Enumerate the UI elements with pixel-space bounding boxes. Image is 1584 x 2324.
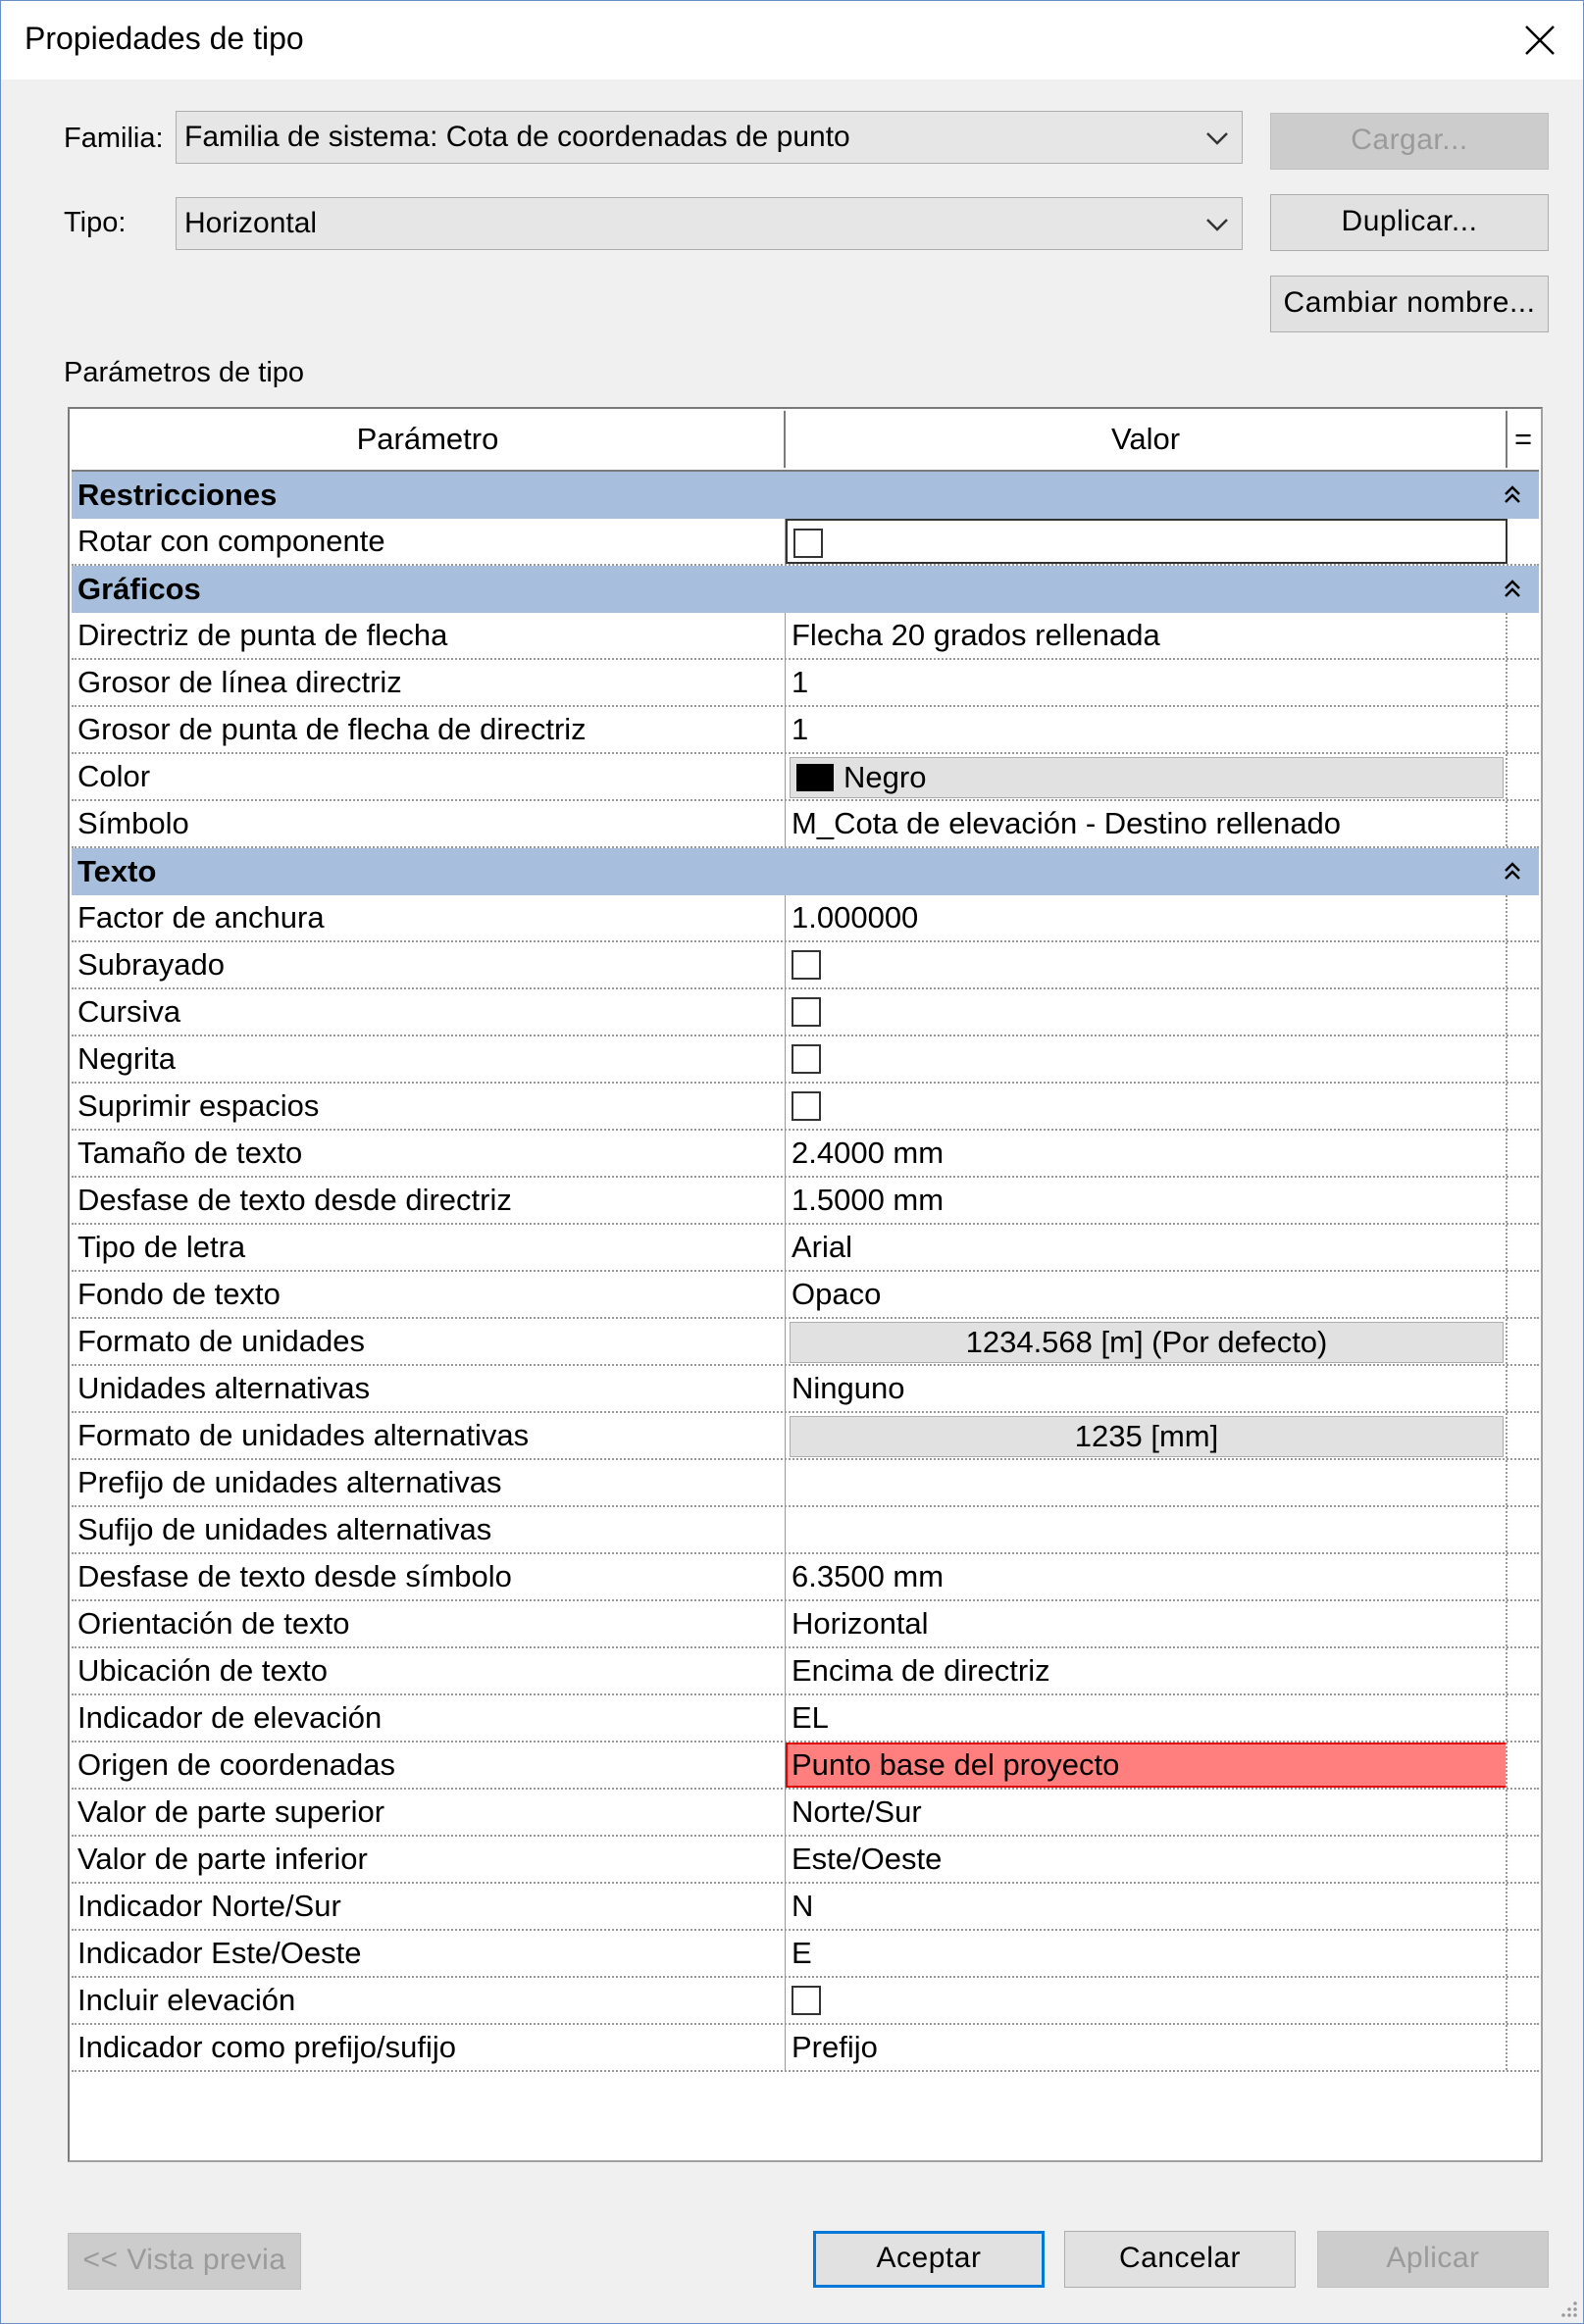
row-tail xyxy=(1507,2025,1539,2070)
parameter-name: Formato de unidades alternativas xyxy=(72,1413,786,1458)
parameter-row[interactable] xyxy=(72,1319,1539,1366)
checkbox[interactable] xyxy=(792,1044,821,1074)
close-button[interactable] xyxy=(1510,11,1569,70)
format-button[interactable]: 1235 [mm] xyxy=(790,1416,1504,1457)
parameter-value: Ninguno xyxy=(792,1371,905,1405)
parameter-value: Encima de directriz xyxy=(792,1653,1050,1688)
parameter-row[interactable] xyxy=(72,613,1539,660)
column-header-parameter[interactable]: Parámetro xyxy=(72,411,786,468)
checkbox[interactable] xyxy=(792,997,821,1027)
row-tail xyxy=(1507,1554,1539,1599)
group-header-restricciones[interactable] xyxy=(72,472,1539,519)
format-button[interactable]: 1234.568 [m] (Por defecto) xyxy=(790,1322,1504,1363)
parameter-value-cell[interactable] xyxy=(786,1790,1507,1835)
parameter-name: Formato de unidades xyxy=(72,1319,786,1364)
group-header-graficos[interactable] xyxy=(72,566,1539,613)
parameter-row[interactable] xyxy=(72,2025,1539,2072)
ok-button[interactable]: Aceptar xyxy=(813,2231,1045,2288)
checkbox[interactable] xyxy=(792,1986,821,2015)
apply-button[interactable]: Aplicar xyxy=(1317,2231,1549,2288)
parameter-row[interactable] xyxy=(72,1366,1539,1413)
close-icon xyxy=(1523,24,1557,57)
parameter-value-cell[interactable] xyxy=(786,2025,1507,2070)
color-button[interactable] xyxy=(790,757,1504,798)
parameter-value-cell[interactable] xyxy=(786,660,1507,705)
row-tail xyxy=(1507,519,1539,564)
parameter-value: Norte/Sur xyxy=(792,1794,922,1829)
row-tail xyxy=(1507,1884,1539,1929)
parameter-row[interactable] xyxy=(72,1790,1539,1837)
parameter-name: Sufijo de unidades alternativas xyxy=(72,1507,786,1552)
parameter-value: E xyxy=(792,1936,812,1970)
parameter-value-cell[interactable] xyxy=(786,942,1507,987)
row-tail xyxy=(1507,1413,1539,1458)
cancel-button[interactable]: Cancelar xyxy=(1064,2231,1296,2288)
parameter-name: Valor de parte superior xyxy=(72,1790,786,1835)
parameter-value-cell[interactable] xyxy=(786,1036,1507,1082)
row-tail xyxy=(1507,1366,1539,1411)
parameter-value-cell[interactable] xyxy=(786,1884,1507,1929)
parameter-value-cell[interactable] xyxy=(786,1131,1507,1176)
parameter-name: Grosor de punta de flecha de directriz xyxy=(72,707,786,752)
parameter-name: Indicador Este/Oeste xyxy=(72,1931,786,1976)
duplicate-button[interactable]: Duplicar... xyxy=(1270,194,1549,251)
dialog-title: Propiedades de tipo xyxy=(25,21,304,56)
parameter-name: Cursiva xyxy=(72,989,786,1035)
parameter-name: Orientación de texto xyxy=(72,1601,786,1646)
parameter-name: Fondo de texto xyxy=(72,1272,786,1317)
row-tail xyxy=(1507,1084,1539,1129)
parameter-row[interactable] xyxy=(72,1743,1539,1790)
row-tail xyxy=(1507,1648,1539,1693)
row-tail xyxy=(1507,1319,1539,1364)
row-tail xyxy=(1507,1460,1539,1505)
parameter-name: Origen de coordenadas xyxy=(72,1743,786,1788)
parameter-value-cell[interactable] xyxy=(786,989,1507,1035)
parameter-value-cell[interactable] xyxy=(786,1648,1507,1693)
row-tail xyxy=(1507,1131,1539,1176)
parameter-row[interactable] xyxy=(72,801,1539,848)
parameter-row[interactable] xyxy=(72,519,1539,566)
parameter-name: Indicador Norte/Sur xyxy=(72,1884,786,1929)
row-tail xyxy=(1507,1837,1539,1882)
parameter-value: 1.000000 xyxy=(792,900,919,935)
parameter-value-cell[interactable] xyxy=(786,1366,1507,1411)
group-header-label: Restricciones xyxy=(77,478,278,512)
row-tail xyxy=(1507,942,1539,987)
checkbox[interactable] xyxy=(792,1091,821,1121)
parameter-name: Indicador de elevación xyxy=(72,1695,786,1741)
parameter-row[interactable] xyxy=(72,1507,1539,1554)
row-tail xyxy=(1507,707,1539,752)
parameter-row[interactable] xyxy=(72,895,1539,942)
row-tail xyxy=(1507,1036,1539,1082)
parameter-row[interactable] xyxy=(72,1178,1539,1225)
parameter-name: Prefijo de unidades alternativas xyxy=(72,1460,786,1505)
parameter-row[interactable] xyxy=(72,1272,1539,1319)
parameter-row[interactable] xyxy=(72,1084,1539,1131)
parameter-row[interactable] xyxy=(72,1413,1539,1460)
parameter-value-cell[interactable] xyxy=(786,1931,1507,1976)
parameter-value-cell[interactable] xyxy=(786,1554,1507,1599)
type-dropdown[interactable] xyxy=(176,197,1243,250)
row-tail xyxy=(1507,1743,1539,1788)
resize-grip-icon[interactable] xyxy=(1556,2296,1579,2319)
preview-button[interactable]: << Vista previa xyxy=(68,2233,301,2290)
parameter-value-cell[interactable] xyxy=(786,1413,1507,1458)
group-header-texto[interactable] xyxy=(72,848,1539,895)
row-tail xyxy=(1507,1178,1539,1223)
parameter-row[interactable] xyxy=(72,707,1539,754)
parameter-row[interactable] xyxy=(72,1601,1539,1648)
parameter-value-cell[interactable] xyxy=(786,1837,1507,1882)
parameter-row[interactable] xyxy=(72,1837,1539,1884)
color-name: Negro xyxy=(843,760,927,794)
parameter-name: Símbolo xyxy=(72,801,786,846)
checkbox[interactable] xyxy=(792,950,821,980)
family-value: Familia de sistema: Cota de coordenadas de punto xyxy=(184,121,850,153)
parameter-value: M_Cota de elevación - Destino rellenado xyxy=(792,806,1342,840)
parameter-row[interactable] xyxy=(72,1931,1539,1978)
family-dropdown[interactable] xyxy=(176,111,1243,164)
family-label: Familia: xyxy=(64,123,164,154)
parameter-value-cell[interactable] xyxy=(786,1695,1507,1741)
parameter-name: Valor de parte inferior xyxy=(72,1837,786,1882)
parameter-name: Incluir elevación xyxy=(72,1978,786,2023)
parameter-value: Arial xyxy=(792,1230,853,1264)
chevron-down-icon xyxy=(1202,124,1232,153)
parameter-name: Unidades alternativas xyxy=(72,1366,786,1411)
parameter-value-cell[interactable] xyxy=(786,1507,1507,1552)
parameter-name: Suprimir espacios xyxy=(72,1084,786,1129)
parameter-value: Punto base del proyecto xyxy=(792,1747,1120,1782)
type-value: Horizontal xyxy=(184,207,318,239)
parameter-value-cell[interactable] xyxy=(786,519,1507,564)
group-header-label: Texto xyxy=(77,854,157,888)
color-swatch-icon xyxy=(796,764,834,791)
parameter-name: Tipo de letra xyxy=(72,1225,786,1270)
parameter-row[interactable] xyxy=(72,989,1539,1036)
parameter-value-cell[interactable] xyxy=(786,1460,1507,1505)
parameter-value-cell[interactable] xyxy=(786,707,1507,752)
parameter-row[interactable] xyxy=(72,754,1539,801)
row-tail xyxy=(1507,1790,1539,1835)
parameter-name: Subrayado xyxy=(72,942,786,987)
type-label: Tipo: xyxy=(64,207,127,238)
parameter-row[interactable] xyxy=(72,1554,1539,1601)
column-header-extra[interactable]: = xyxy=(1513,422,1533,456)
parameter-value: EL xyxy=(792,1700,829,1735)
chevron-down-icon xyxy=(1202,210,1232,239)
row-tail xyxy=(1507,1695,1539,1741)
parameter-row[interactable] xyxy=(72,1225,1539,1272)
collapse-chevron-icon[interactable] xyxy=(1500,577,1525,602)
row-tail xyxy=(1507,613,1539,658)
parameter-name: Desfase de texto desde símbolo xyxy=(72,1554,786,1599)
parameter-value: 2.4000 mm xyxy=(792,1136,945,1170)
parameter-name: Desfase de texto desde directriz xyxy=(72,1178,786,1223)
grid-header xyxy=(72,411,1539,472)
parameter-value: N xyxy=(792,1889,814,1923)
row-tail xyxy=(1507,989,1539,1035)
parameter-value-cell[interactable] xyxy=(786,1225,1507,1270)
collapse-chevron-icon[interactable] xyxy=(1500,482,1525,508)
parameter-value-cell[interactable] xyxy=(786,801,1507,846)
row-tail xyxy=(1507,1507,1539,1552)
parameter-row[interactable] xyxy=(72,942,1539,989)
column-header-value[interactable]: Valor xyxy=(786,411,1507,468)
row-tail xyxy=(1507,1931,1539,1976)
parameter-value-cell[interactable] xyxy=(786,1978,1507,2023)
parameters-grid xyxy=(68,407,1543,2162)
parameter-row[interactable] xyxy=(72,1460,1539,1507)
parameter-value: Opaco xyxy=(792,1277,882,1311)
parameter-name: Negrita xyxy=(72,1036,786,1082)
parameter-value-cell[interactable] xyxy=(786,1272,1507,1317)
parameter-value: Horizontal xyxy=(792,1606,929,1641)
parameter-name: Factor de anchura xyxy=(72,895,786,940)
parameter-value-cell[interactable] xyxy=(786,1178,1507,1223)
parameter-row[interactable] xyxy=(72,1884,1539,1931)
parameter-name: Rotar con componente xyxy=(72,519,786,564)
parameter-value: 1 xyxy=(792,665,809,699)
group-header-label: Gráficos xyxy=(77,572,201,606)
parameter-value-cell[interactable] xyxy=(786,1743,1507,1788)
parameter-value-cell[interactable] xyxy=(786,1084,1507,1129)
parameter-name: Color xyxy=(72,754,786,799)
parameter-value-cell[interactable] xyxy=(786,1319,1507,1364)
parameter-row[interactable] xyxy=(72,660,1539,707)
load-button[interactable]: Cargar... xyxy=(1270,113,1549,170)
parameter-value-cell[interactable] xyxy=(786,895,1507,940)
parameter-name: Grosor de línea directriz xyxy=(72,660,786,705)
parameter-value-cell[interactable] xyxy=(786,1601,1507,1646)
parameter-value-cell[interactable] xyxy=(786,754,1507,799)
parameter-row[interactable] xyxy=(72,1695,1539,1743)
parameter-value: 6.3500 mm xyxy=(792,1559,945,1593)
parameter-name: Tamaño de texto xyxy=(72,1131,786,1176)
parameter-row[interactable] xyxy=(72,1036,1539,1084)
parameter-name: Indicador como prefijo/sufijo xyxy=(72,2025,786,2070)
parameter-value: 1 xyxy=(792,712,809,746)
type-parameters-label: Parámetros de tipo xyxy=(64,357,305,388)
parameter-value-cell[interactable] xyxy=(786,613,1507,658)
row-tail xyxy=(1507,1978,1539,2023)
row-tail xyxy=(1507,801,1539,846)
row-tail xyxy=(1507,754,1539,799)
parameter-value: Este/Oeste xyxy=(792,1842,943,1876)
row-tail xyxy=(1507,1225,1539,1270)
parameter-row[interactable] xyxy=(72,1131,1539,1178)
row-tail xyxy=(1507,895,1539,940)
parameter-name: Ubicación de texto xyxy=(72,1648,786,1693)
title-bar xyxy=(1,1,1583,79)
row-tail xyxy=(1507,1601,1539,1646)
parameter-name: Directriz de punta de flecha xyxy=(72,613,786,658)
row-tail xyxy=(1507,1272,1539,1317)
parameter-value: Prefijo xyxy=(792,2030,878,2064)
parameter-row[interactable] xyxy=(72,1978,1539,2025)
row-tail xyxy=(1507,660,1539,705)
parameter-value: Flecha 20 grados rellenada xyxy=(792,618,1160,652)
collapse-chevron-icon[interactable] xyxy=(1500,859,1525,884)
rename-button[interactable]: Cambiar nombre... xyxy=(1270,276,1549,332)
parameter-row[interactable] xyxy=(72,1648,1539,1695)
checkbox[interactable] xyxy=(793,529,823,558)
parameter-value: 1.5000 mm xyxy=(792,1183,945,1217)
